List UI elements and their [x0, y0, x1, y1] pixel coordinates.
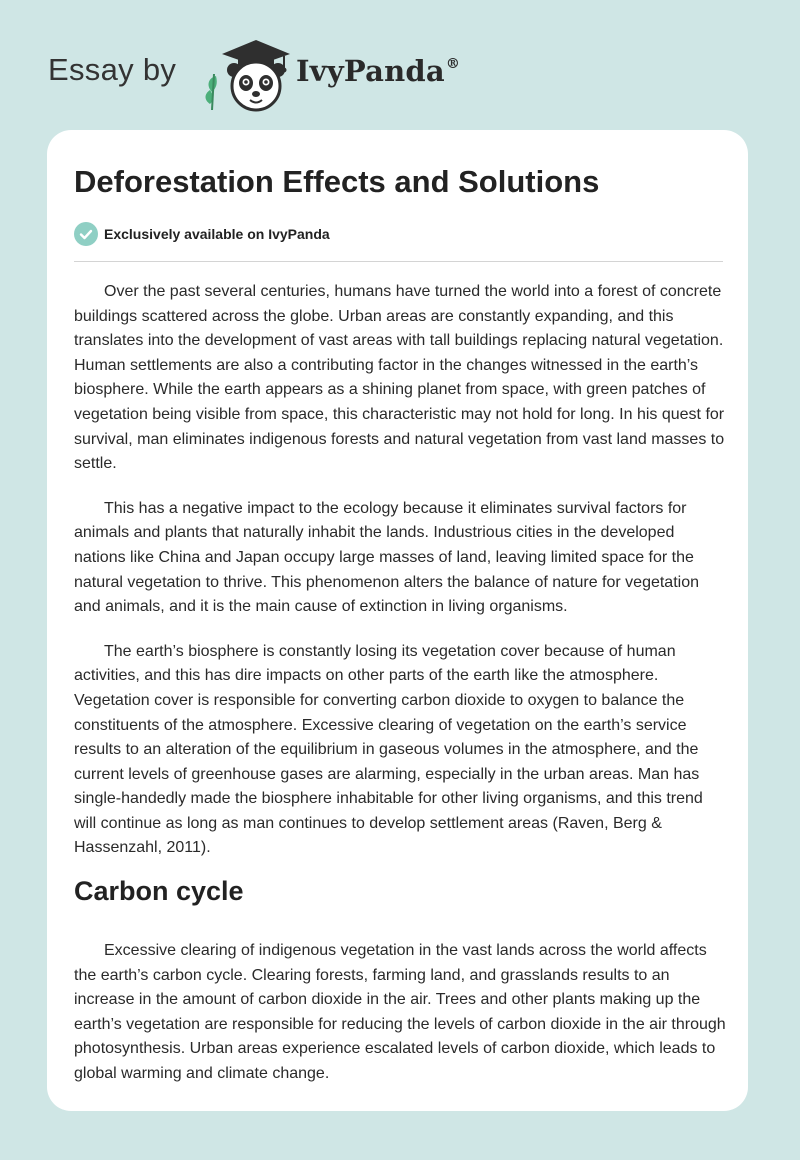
site-header: [48, 34, 748, 114]
paragraph: Over the past several centuries, humans have turned the world into a forest of concrete buildings scattered across the globe. Urban areas are constantly expanding, and this translates into the development of vast areas with tall buildings replacing natural vegetation. Human settlements are also a contributing factor in the changes witnessed in the earth’s biosphere. While the earth appears as a shining planet from space, with green patches of vegetation being visible from space, this characteristic may not hold for long. In his quest for survival, man eliminates indigenous forests and natural vegetation from vast land masses to settle.: [74, 283, 725, 473]
essay-card: [47, 130, 748, 1111]
check-circle-icon: [74, 222, 98, 246]
title-divider: [74, 261, 723, 262]
essay-title: Deforestation Effects and Solutions: [74, 164, 600, 199]
paragraph: The earth’s biosphere is constantly losing its vegetation cover because of human activities, and this has dire impacts on other parts of the earth like the atmosphere. Vegetation cover is responsible for converting carbon dioxide to oxygen to balance the constituents of the atmosphere. Excessive clearing of vegetation on the earth’s service results to an alteration of the equilibrium in gaseous volumes in the atmosphere, and the current levels of greenhouse gases are alarming, especially in the urban areas. Man has single-handedly made the biosphere inhabitable for other living organisms, and this trend will continue as long as man continues to develop settlement areas (Raven, Berg & Hassenzahl, 2011).: [74, 642, 703, 857]
exclusive-badge: [74, 222, 330, 246]
registered-mark: ®: [445, 56, 461, 72]
essay-by-label: Essay by: [48, 52, 177, 87]
panda-graduate-icon[interactable]: [198, 34, 298, 114]
section-heading-carbon-cycle: Carbon cycle: [74, 876, 244, 907]
essay-body: [74, 280, 726, 1087]
exclusive-badge-text: Exclusively available on IvyPanda: [104, 226, 330, 242]
paragraph: Excessive clearing of indigenous vegetation in the vast lands across the world affects the earth’s carbon cycle. Clearing forests, farming land, and grasslands results to an increase in the amount of carbon dioxide in the air. Trees and other plants making up the earth’s vegetation are responsible for reducing the levels of carbon dioxide in the air through photosynthesis. Urban areas experience escalated levels of carbon dioxide, which leads to global warming and climate change.: [74, 942, 726, 1083]
brand-name[interactable]: IvyPanda®: [296, 54, 461, 88]
paragraph: This has a negative impact to the ecology because it eliminates survival factors for animals and plants that naturally inhabit the lands. Industrious cities in the developed nations like China and Japan occupy large masses of land, leaving limited space for the natural vegetation to thrive. This phenomenon alters the balance of nature for vegetation and animals, and it is the main cause of extinction in living organisms.: [74, 499, 699, 616]
